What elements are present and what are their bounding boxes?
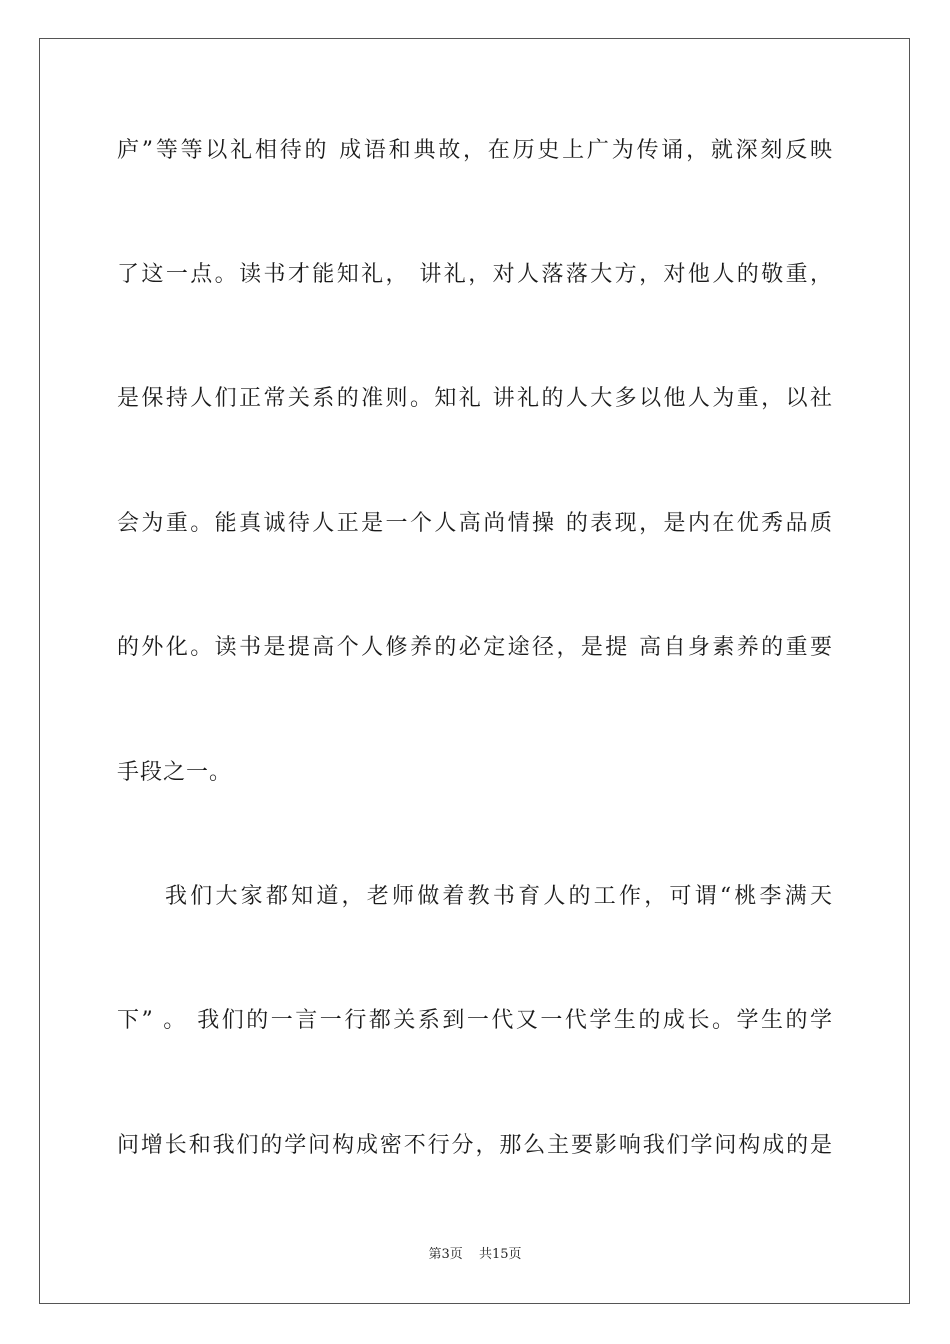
page-total: 共15页 <box>478 1247 522 1262</box>
text-line-8: 下” 。 我们的一言一行都关系到一代又一代学生的成长。学生的学 <box>117 1008 833 1033</box>
text-line-7: 我们大家都知道，老师做着教书育人的工作，可谓“桃李满天 <box>165 884 833 909</box>
text-line-6: 手段之一。 <box>117 760 233 785</box>
text-line-5: 的外化。读书是提高个人修养的必定途径，是提 高自身素养的重要 <box>117 635 833 660</box>
page-number: 第3页 <box>428 1247 463 1262</box>
page-frame <box>39 38 910 1304</box>
text-line-3: 是保持人们正常关系的准则。知礼 讲礼的人大多以他人为重，以社 <box>117 386 833 411</box>
text-line-9: 问增长和我们的学问构成密不行分，那么主要影响我们学问构成的是 <box>117 1133 833 1158</box>
text-line-4: 会为重。能真诚待人正是一个人高尚情操 的表现，是内在优秀品质 <box>117 511 833 536</box>
text-line-1: 庐”等等以礼相待的 成语和典故，在历史上广为传诵，就深刻反映 <box>117 138 833 163</box>
text-line-2: 了这一点。读书才能知礼， 讲礼，对人落落大方，对他人的敬重， <box>117 262 833 287</box>
page-footer <box>0 1246 950 1264</box>
